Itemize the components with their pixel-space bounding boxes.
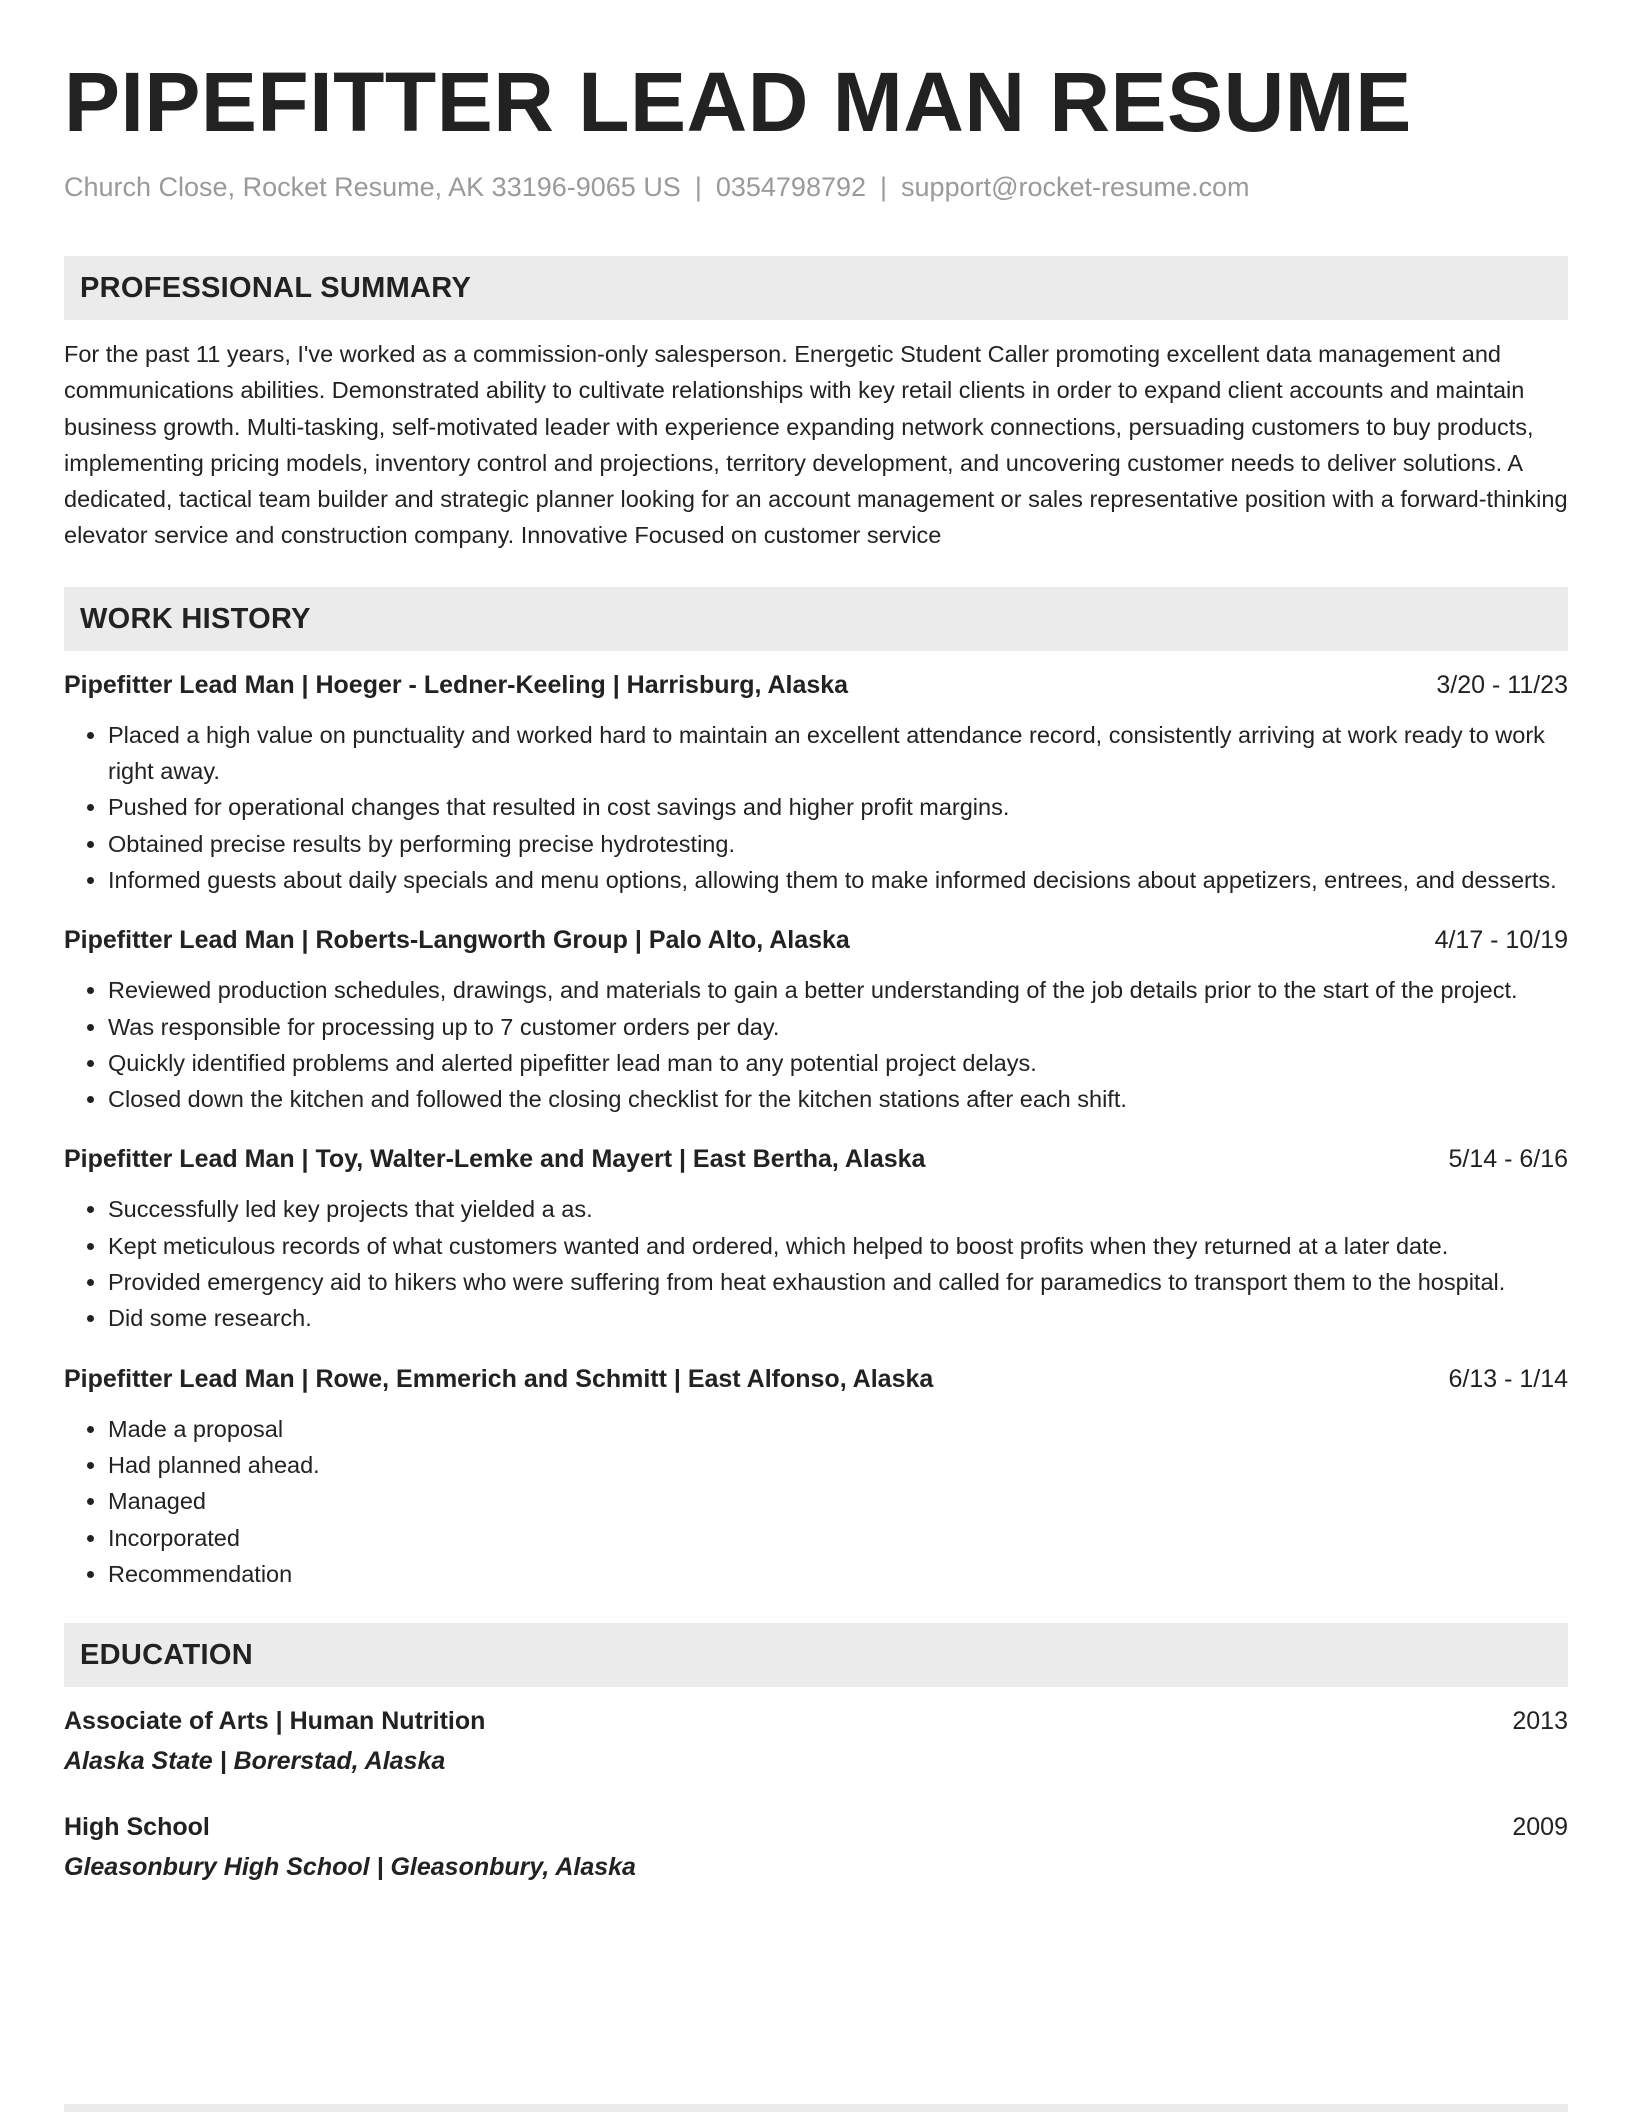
job-bullet-list	[64, 717, 1568, 898]
job-bullet: • Reviewed production schedules, drawings, and materials to gain a better understanding of the job details prior to the start of the project.	[108, 972, 1568, 1008]
job-bullet: • Managed	[108, 1483, 1568, 1519]
contact-email: support@rocket-resume.com	[901, 172, 1250, 202]
job-bullet: • Incorporated	[108, 1520, 1568, 1556]
section-heading: WORK HISTORY	[64, 587, 1568, 651]
education-section	[64, 1623, 1568, 1885]
job-bullet: • Obtained precise results by performing precise hydrotesting.	[108, 826, 1568, 862]
job-bullet-list	[64, 972, 1568, 1117]
job-title: Pipefitter Lead Man | Toy, Walter-Lemke and Mayert | East Bertha, Alaska	[64, 1145, 926, 1174]
job-bullet: • Closed down the kitchen and followed the closing checklist for the kitchen stations after each shift.	[108, 1081, 1568, 1117]
contact-separator: |	[880, 172, 888, 202]
education-header	[64, 1703, 1568, 1739]
job-bullet: • Pushed for operational changes that resulted in cost savings and higher profit margins.	[108, 789, 1568, 825]
job-dates: 5/14 - 6/16	[1448, 1145, 1568, 1174]
contact-address: Church Close, Rocket Resume, AK 33196-9065 US	[64, 172, 681, 202]
job-header	[64, 1141, 1568, 1177]
education-degree: High School	[64, 1813, 210, 1842]
job-bullet: • Provided emergency aid to hikers who were suffering from heat exhaustion and called for paramedics to transport them to the hospital.	[108, 1264, 1568, 1300]
job-dates: 6/13 - 1/14	[1448, 1364, 1568, 1393]
job-bullet: • Informed guests about daily specials and menu options, allowing them to make informed decisions about appetizers, entrees, and desserts.	[108, 862, 1568, 898]
job-bullet-list	[64, 1191, 1568, 1336]
resume-title: PIPEFITTER LEAD MAN RESUME	[64, 55, 1412, 149]
job-entry	[64, 922, 1568, 1117]
job-bullet: • Quickly identified problems and alerted pipefitter lead man to any potential project delays.	[108, 1045, 1568, 1081]
job-title: Pipefitter Lead Man | Rowe, Emmerich and Schmitt | East Alfonso, Alaska	[64, 1364, 934, 1393]
education-school: Alaska State | Borerstad, Alaska	[64, 1747, 446, 1776]
education-year: 2013	[1512, 1707, 1568, 1736]
contact-line	[64, 170, 1568, 204]
job-dates: 4/17 - 10/19	[1434, 926, 1568, 955]
education-degree: Associate of Arts | Human Nutrition	[64, 1707, 486, 1736]
job-bullet: • Recommendation	[108, 1556, 1568, 1592]
job-bullet: • Did some research.	[108, 1300, 1568, 1336]
job-entry	[64, 1361, 1568, 1592]
job-header	[64, 1361, 1568, 1397]
professional-summary-section	[64, 256, 1568, 554]
section-heading: EDUCATION	[64, 1623, 1568, 1687]
job-entry	[64, 667, 1568, 898]
job-entry	[64, 1141, 1568, 1336]
job-bullet-list	[64, 1411, 1568, 1592]
work-history-section	[64, 587, 1568, 1592]
job-title: Pipefitter Lead Man | Roberts-Langworth Group | Palo Alto, Alaska	[64, 926, 850, 955]
education-header	[64, 1809, 1568, 1845]
job-bullet: • Had planned ahead.	[108, 1447, 1568, 1483]
summary-text: For the past 11 years, I've worked as a commission-only salesperson. Energetic Student Caller promoting excellent data management and communications abilities. Demonstrated ability to cultivate relationships with key retail clients in order to expand client accounts and maintain business growth. Multi-tasking, self-motivated leader with experience expanding network connections, persuading customers to buy products, implementing pricing models, inventory control and projections, territory development, and uncovering customer needs to deliver solutions. A dedicated, tactical team builder and strategic planner looking for an account management or sales representative position with a forward-thinking elevator service and construction company. Innovative Focused on customer service	[64, 341, 1568, 549]
job-header	[64, 922, 1568, 958]
job-bullet: • Placed a high value on punctuality and worked hard to maintain an excellent attendance record, consistently arriving at work ready to work right away.	[108, 717, 1568, 790]
contact-phone: 0354798792	[715, 172, 867, 202]
job-title: Pipefitter Lead Man | Hoeger - Ledner-Keeling | Harrisburg, Alaska	[64, 670, 849, 699]
contact-separator: |	[694, 172, 702, 202]
section-heading: PROFESSIONAL SUMMARY	[64, 256, 1568, 320]
education-year: 2009	[1512, 1813, 1568, 1842]
job-bullet: • Kept meticulous records of what customers wanted and ordered, which helped to boost profits when they returned at a later date.	[108, 1228, 1568, 1264]
job-bullet: • Successfully led key projects that yielded a as.	[108, 1191, 1568, 1227]
job-bullet: • Made a proposal	[108, 1411, 1568, 1447]
job-header	[64, 667, 1568, 703]
education-entry	[64, 1809, 1568, 1885]
job-bullet: • Was responsible for processing up to 7 customer orders per day.	[108, 1009, 1568, 1045]
education-school: Gleasonbury High School | Gleasonbury, Alaska	[64, 1853, 636, 1882]
next-section-header-edge	[64, 2104, 1568, 2112]
education-entry	[64, 1703, 1568, 1779]
job-dates: 3/20 - 11/23	[1436, 670, 1568, 699]
